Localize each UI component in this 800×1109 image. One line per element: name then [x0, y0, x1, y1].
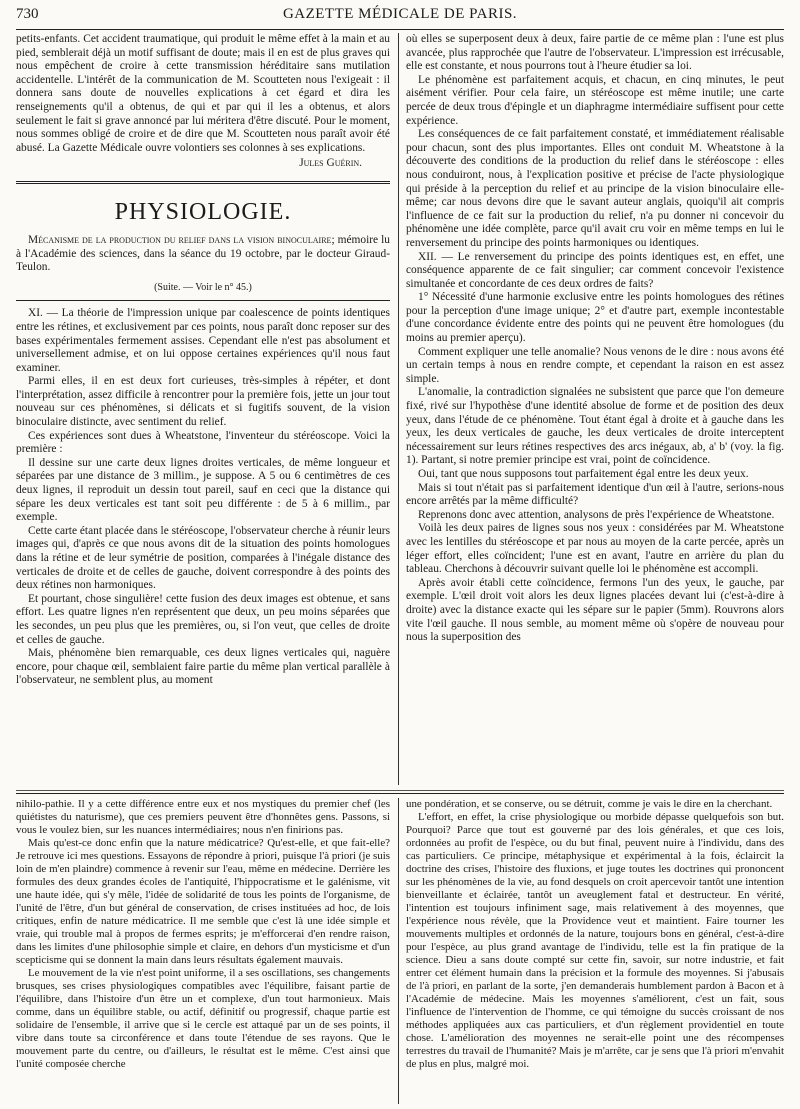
- feuilleton-paragraph: L'effort, en effet, la crise physiologique ou morbide dépasse quelquefois son but. Pourquoi? Parce que tout est gouverné par des lois générales, et que ces lois, ordonnées au profit de l'espèce, ou du but final, peuvent nuire à l'individu, dans des cas particuliers. Ce principe, métaphysique et expérimental à la fois, éclaircit la doctrine des crises, l'histoire des fluxions, et juge toutes les doctrines qui prononcent sur les phénomènes de la vie, au fond desquels on croit apercevoir tantôt une intention bienveillante et éclairée, tantôt un aveuglement fatal et destructeur. En vérité, l'intention est toujours infiniment sage, mais relativement à des moyennes, que l'expérience nous révèle, que la Providence veut et maintient. Faire tourner les mouvements multiples et ordonnés de la nature, toujours bons en général, c'est-à-dire pour l'espèce, au plus grand avantage de l'individu, telle est la fin pratique de la science. Dieu a sans doute compté sur cette fin, savoir, sur notre industrie, et fait entrer cet élément humain dans la précision et la formule des moyennes. Si j'abusais de l'à priori, en parlant de la sorte, j'en demanderais humblement pardon à Bacon et à l'Académie de médecine. Mais les moyennes s'améliorent, c'est un fait, sous l'influence de l'intervention de l'homme, ce qui témoigne du succès croissant de nos méthodes appliquées aux cas particuliers, et d'un règlement providentiel en toute chose. L'amélioration des moyennes ne serait-elle point une des récompenses terrestres du travail de l'humanité? Mais je m'arrête, car je sens que l'à priori m'envahit de plus en plus, malgré moi.: [406, 811, 784, 1070]
- section-divider: [16, 181, 390, 184]
- page-number: 730: [16, 6, 39, 22]
- body-paragraph: Voilà les deux paires de lignes sous nos yeux : considérées par M. Wheatstone avec les lentilles du stéréoscope et par nous au moyen de la carte percée, après un léger effort, elles coïncident; l'une est en avant, l'autre en arrière du plan du tableau. Cherchons à découvrir suivant quelle loi le phénomène est accompli.: [406, 522, 784, 576]
- column-separator-lower: [398, 798, 399, 1104]
- body-paragraph: Oui, tant que nous supposons tout parfaitement égal entre les deux yeux.: [418, 468, 749, 480]
- continuation-note: (Suite. — Voir le n° 45.): [154, 281, 252, 293]
- body-paragraph: Comment expliquer une telle anomalie? Nous venons de le dire : nous avons été un certain temps à nous en rendre compte, et cependant la raison en est assez simple.: [406, 345, 784, 385]
- header-rule: [16, 29, 784, 30]
- closing-paragraph: petits-enfants. Cet accident traumatique, qui produit le même effet à la main et au pied, semblerait déjà un motif suffisant de doute; mais il en est de plus graves qui nous empêchent de croire à cette transmission héréditaire sans mutilation accidentelle. L'intérêt de la communication de M. Scoutteten nous l'exigeait : il donnera sans doute de nouvelles explications à cet égard et dira les renseignements qu'il a obtenus, de qui et par qui il les a obtenus, et alors seulement le fait si grave annoncé par lui méritera d'être discuté. Pour le moment, nous sommes obligé de croire et de dire que M. Scoutteten nous paraît avoir été abusé. La Gazette Médicale ouvre volontiers ses colonnes à ses explications.: [16, 33, 390, 154]
- lower-right-column: [406, 798, 784, 1104]
- article-heading-rest: ; mémoire lu à l'Académie des sciences, dans la séance du 19 octobre, par le docteur Giraud-Teulon.: [16, 233, 390, 274]
- upper-left-column: [16, 33, 390, 785]
- feuilleton-rule-secondary: [16, 793, 784, 794]
- running-title: GAZETTE MÉDICALE DE PARIS.: [282, 6, 518, 22]
- body-paragraph: Reprenons donc avec attention, analysons de près l'expérience de Wheatstone.: [418, 508, 775, 521]
- body-paragraph: 1° Nécessité d'une harmonie exclusive entre les points homologues des rétines pour la perception d'une image unique; 2° et d'autre part, exemple incontestable d'une concordance évidente entre des points qui ne peuvent être homologues (du moins au premier aperçu).: [406, 291, 784, 345]
- body-paragraph: Parmi elles, il en est deux fort curieuses, très-simples à répéter, et dont l'interprétation, assez difficile à rencontrer pour la première fois, jette un jour tout nouveau sur ces phénomènes, si délicats et si fugitifs souvent, de la vision binoculaire distincte, avec sentiment du relief.: [16, 375, 390, 429]
- feuilleton-paragraph: une pondération, et se conserve, ou se détruit, comme je vais le dire en la cherchant.: [406, 798, 773, 810]
- body-paragraph: Et pourtant, chose singulière! cette fusion des deux images est obtenue, et sans effort. Les quatre lignes n'en représentent que deux, un peu moins séparées que les secondes, un peu plus que les premières, ou, si l'on veut, que celles de droite et celles de gauche.: [16, 592, 390, 646]
- article-heading: [16, 234, 390, 275]
- paragraph-xii: XII. — Le renversement du principe des points identiques est, en effet, une conséquence apparente de ce fait singulier; car comment concevoir l'existence simultanée et concordante de ces deux ordres de faits?: [406, 250, 784, 290]
- column-separator: [398, 33, 399, 785]
- feuilleton-paragraph: Le mouvement de la vie n'est point uniforme, il a ses oscillations, ses changements brusques, ses crises physiologiques compatibles avec l'équilibre, faisant partie de l'équilibre, dans l'histoire d'un être un et complexe, d'un tout harmonieux. Mais comme, dans un équilibre stable, ou actif, définitif ou progressif, chaque partie est solidaire de l'ensemble, il arrive que si le cercle est attaqué par un de ses points, il vibre dans toute sa circonférence et dans toute l'étendue de ses rayons. Que le mouvement parte du centre, ou d'ailleurs, le résultat est le même. C'est ainsi que l'unité composée cherche: [16, 967, 390, 1070]
- body-paragraph: Il dessine sur une carte deux lignes droites verticales, de même longueur et séparées par une distance de 3 millim., je suppose. A 5 ou 6 centimètres de ces deux lignes, il reproduit un dessin tout pareil, sauf en ceci que la distance qui sépare les deux verticales est tant soit peu différente : de 5 à 6 millim., par exemple.: [16, 456, 390, 524]
- upper-right-column: [406, 33, 784, 785]
- section-title: PHYSIOLOGIE.: [114, 198, 292, 225]
- body-paragraph: Après avoir établi cette coïncidence, fermons l'un des yeux, le gauche, par exemple. L'œil droit voit alors les deux lignes placées devant lui (c'est-à-dire à droite) avec la distance exacte qui les sépare sur le papier (5mm). Rouvrons alors vite l'œil gauche. Il nous semble, au moment même où s'opère de nouveau pour nous la superposition des: [406, 576, 784, 644]
- paragraph-xi: XI. — La théorie de l'impression unique par coalescence de points identiques entre les rétines, et exclusivement par ces points, nous paraît donc reposer sur des bases expérimentales fermement assises. Cependant elle n'est pas absolument et universellement admise, et on lui oppose certaines expériences qu'il nous faut examiner.: [16, 307, 390, 374]
- body-paragraph: où elles se superposent deux à deux, faire partie de ce même plan : l'une est plus avancée, plus rapprochée que l'autre de l'observateur. L'impression est irrécusable, elle est constante, et nous pourrons tout à l'heure étudier sa loi.: [406, 33, 784, 73]
- body-paragraph: Ces expériences sont dues à Wheatstone, l'inventeur du stéréoscope. Voici la première :: [16, 429, 390, 456]
- body-paragraph: Le phénomène est parfaitement acquis, et chacun, en cinq minutes, le peut aisément vérifier. Pour cela faire, un stéréoscope est même inutile; une carte percée de deux trous d'épingle et un diaphragme intermédiaire suffisent pour cette expérience.: [406, 73, 784, 127]
- body-paragraph: L'anomalie, la contradiction signalées ne subsistent que parce que l'on demeure fixé, rivé sur l'hypothèse d'une identité absolue de forme et de position des deux yeux, dans l'étude de ce phénomène. Tout étant égal à droite et à gauche dans les yeux, les deux verticales de gauche, les deux verticales de droite interceptent nécessairement sur leurs rétines respectives des arcs inégaux, ab, a' b' (voy. la fig. 1). Partant, si notre premier principe est vrai, point de coïncidence.: [406, 386, 784, 467]
- signature: Jules Guérin.: [299, 157, 362, 170]
- feuilleton-paragraph: nihilo-pathie. Il y a cette différence entre eux et nos mystiques du premier chef (les quiétistes du naturisme), que ces premiers peuvent être d'honnêtes gens. Passons, si vous le voulez bien, sur les nuances intermédiaires; nous n'en finirions pas.: [16, 798, 390, 836]
- body-paragraph: Cette carte étant placée dans le stéréoscope, l'observateur cherche à réunir leurs images qui, d'après ce que nous avons dit de la situation des points homologues dans la rétine et de leur symétrie de position, comparées à l'inégale distance des verticales de droite et de celles de gauche, doivent correspondre à des points des deux rétines non harmoniques.: [16, 524, 390, 592]
- feuilleton-rule: [16, 790, 784, 791]
- body-paragraph: Les conséquences de ce fait parfaitement constaté, et immédiatement réalisable pour chacun, sont des plus importantes. Elles ont conduit M. Wheatstone à la découverte des conditions de la production du relief dans le stéréoscope : elles nous conduiront, nous, à l'explication positive et précise de l'acte physiologique qui préside à la perception du relief et au principe de la vision binoculaire elle-même; car nous devons dire que le savant auteur anglais, quoiqu'il ait compris l'influence de ce fait sur la production du relief, n'a pu donner ni concevoir du phénomène une idée complète, parce qu'il avait cru voir en même temps en lui le renversement du principe des points harmoniques ou identiques.: [406, 128, 784, 249]
- article-rule: [16, 300, 390, 301]
- body-paragraph: Mais, phénomène bien remarquable, ces deux lignes verticales qui, naguère encore, pour chaque œil, semblaient faire partie du même plan vertical parallèle à l'observateur, ne semblent plus, au moment: [16, 647, 390, 687]
- body-paragraph: Mais si tout n'était pas si parfaitement identique d'un œil à l'autre, serions-nous encore arrêtés par la même difficulté?: [406, 481, 784, 508]
- feuilleton-paragraph: Mais qu'est-ce donc enfin que la nature médicatrice? Qu'est-elle, et que fait-elle? Je retrouve ici mes questions. Essayons de répondre à priori, puisque l'à priori (je suis loin de m'en plaindre) commence à revenir sur l'eau, même en médecine. Derrière les formules des deux grandes écoles de l'antiquité, l'hippocratisme et le galénisme, vit une haute idée, qui s'y mêle, l'idée de solidarité de tous les points de l'organisme, de l'unité de l'être, d'un but général de conservation, de crises instituées ad hoc, de lois critiques, enfin de nature médicatrice. Il me semble que c'est là une idée simple et vraie, qui trouble mal à propos de fermes esprits; je m'efforcerai d'en rendre raison, dans les limites d'une philosophie simple et claire, en dehors d'un mysticisme et d'un scepticisme qui se donnent la main dans leurs résultats également mauvais.: [16, 837, 390, 966]
- article-heading-title: Mécanisme de la production du relief dans la vision binoculaire: [28, 233, 332, 246]
- page-header: [16, 6, 784, 26]
- lower-left-column: [16, 798, 390, 1104]
